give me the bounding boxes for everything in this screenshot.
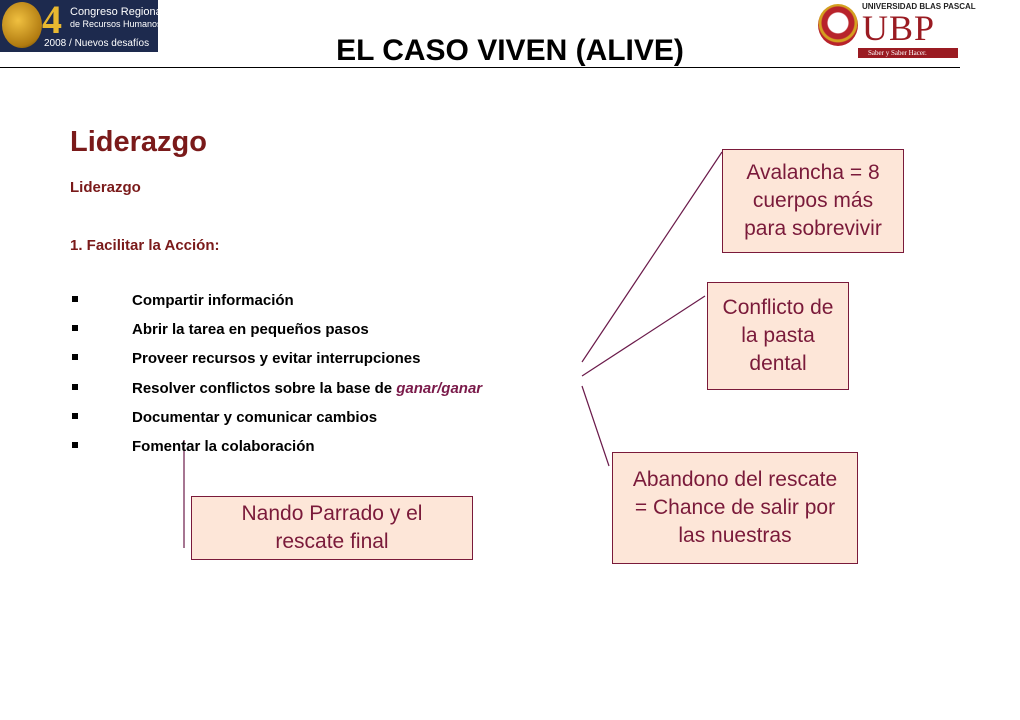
note-avalancha <box>722 149 904 253</box>
bullet-text: Resolver conflictos sobre la base de <box>132 380 397 397</box>
note-abandono-line: las nuestras <box>678 524 792 547</box>
congress-logo-number: 4 <box>42 0 62 42</box>
note-abandono <box>612 452 858 564</box>
note-abandono-line: Abandono del rescate <box>632 468 838 491</box>
note-conflicto <box>707 282 849 390</box>
note-abandono-line: = Chance de salir por <box>634 496 836 519</box>
congress-logo-line2: de Recursos Humanos <box>70 19 162 29</box>
bullet-square-icon <box>72 354 78 360</box>
section-label: 1. Facilitar la Acción: <box>70 237 220 254</box>
note-avalancha-line: cuerpos más <box>752 189 874 212</box>
ubp-acronym: UBP <box>862 8 936 48</box>
section-heading: Liderazgo <box>70 126 207 158</box>
ubp-motto: Saber y Saber Hacer. <box>858 48 958 58</box>
bullet-item <box>72 438 315 455</box>
note-nando-line: rescate final <box>275 530 389 553</box>
bullet-square-icon <box>72 296 78 302</box>
bullet-square-icon <box>72 442 78 448</box>
bullet-text: Abrir la tarea en pequeños pasos <box>132 321 369 338</box>
bullet-item <box>72 350 420 367</box>
note-conflicto-line: dental <box>749 352 807 375</box>
bullet-text: Compartir información <box>132 292 294 309</box>
bullet-square-icon <box>72 325 78 331</box>
bullet-square-icon <box>72 413 78 419</box>
note-nando-line: Nando Parrado y el <box>241 502 423 525</box>
note-avalancha-line: para sobrevivir <box>744 217 882 240</box>
section-subheading: Liderazgo <box>70 179 141 196</box>
bullet-item <box>72 321 369 338</box>
slide-title: EL CASO VIVEN (ALIVE) <box>336 34 684 67</box>
note-conflicto-line: la pasta <box>741 324 815 347</box>
congress-logo-line3: 2008 / Nuevos desafíos <box>44 38 150 49</box>
bullet-item <box>72 292 294 309</box>
bullet-emphasis: ganar/ganar <box>396 380 483 397</box>
congress-logo-line1: Congreso Regional <box>70 6 165 18</box>
connector-conflicto <box>582 296 705 376</box>
bullet-text: Documentar y comunicar cambios <box>132 409 378 426</box>
bullet-item <box>72 380 482 397</box>
connector-abandono <box>582 386 609 466</box>
bullet-item <box>72 409 377 426</box>
note-avalancha-line: Avalancha = 8 <box>746 161 880 184</box>
bullet-text: Proveer recursos y evitar interrupciones <box>132 350 421 367</box>
ubp-university-name: UNIVERSIDAD BLAS PASCAL <box>862 2 976 11</box>
bullet-square-icon <box>72 384 78 390</box>
note-conflicto-line: Conflicto de <box>722 296 834 319</box>
note-nando <box>191 496 473 560</box>
bullet-text: Fomentar la colaboración <box>132 438 315 455</box>
